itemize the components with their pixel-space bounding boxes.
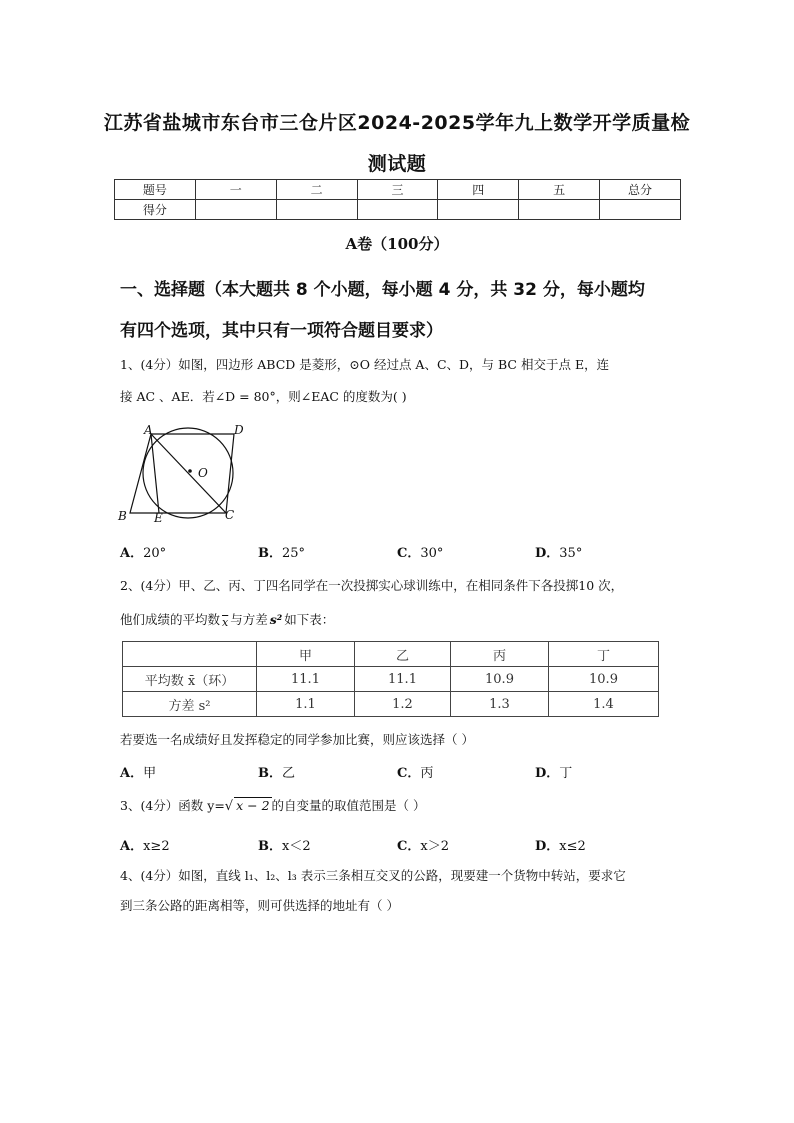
stats-header-cell: 乙 xyxy=(355,642,451,667)
score-table-row xyxy=(115,200,681,220)
option-value: 甲 xyxy=(143,766,157,781)
label-b: B xyxy=(118,509,127,523)
q3-text-part: 3、(4分）函数 y= xyxy=(120,798,225,813)
option-value: x≤2 xyxy=(559,839,586,854)
q1-text-line1: 1、(4分）如图，四边形 ABCD 是菱形，⊙O 经过点 A、C、D，与 BC 相交于点 E，连 xyxy=(120,357,610,372)
label-o: O xyxy=(198,466,208,480)
stats-cell: 1.1 xyxy=(257,692,355,717)
q3-option-a[interactable] xyxy=(120,835,170,854)
option-value: 20° xyxy=(143,546,167,561)
section-a-heading: A卷（100分） xyxy=(345,235,449,253)
stats-row-label: 方差 s² xyxy=(123,692,257,717)
score-cell[interactable] xyxy=(195,200,276,220)
option-letter: D． xyxy=(535,766,560,781)
section1-heading-line1: 一、选择题（本大题共 8 个小题，每小题 4 分，共 32 分，每小题均 xyxy=(120,280,645,300)
stats-header-row xyxy=(123,642,659,667)
score-cell[interactable] xyxy=(600,200,681,220)
option-value: x＞2 xyxy=(420,839,449,854)
score-row-label: 得分 xyxy=(115,200,196,220)
label-c: C xyxy=(225,508,235,522)
score-cell[interactable] xyxy=(438,200,519,220)
sqrt-radicand: x − 2 xyxy=(236,798,270,813)
q3-option-d[interactable] xyxy=(535,835,586,854)
q2-option-c[interactable] xyxy=(397,762,433,781)
label-d: D xyxy=(234,423,244,437)
option-letter: B． xyxy=(258,766,282,781)
stats-header-cell: 丙 xyxy=(451,642,549,667)
stats-cell: 10.9 xyxy=(451,667,549,692)
stats-cell: 1.2 xyxy=(355,692,451,717)
score-header-cell: 总分 xyxy=(600,180,681,200)
stats-header-cell: 丁 xyxy=(549,642,659,667)
option-letter: B． xyxy=(258,839,282,854)
score-table-header-row xyxy=(115,180,681,200)
segment-ac xyxy=(151,434,226,513)
option-value: 30° xyxy=(420,546,444,561)
option-letter: C． xyxy=(397,839,421,854)
option-letter: B． xyxy=(258,546,282,561)
page-title-line1: 江苏省盐城市东台市三仓片区2024-2025学年九上数学开学质量检 xyxy=(103,112,691,134)
score-cell[interactable] xyxy=(276,200,357,220)
q2-text-line1: 2、(4分）甲、乙、丙、丁四名同学在一次投掷实心球训练中，在相同条件下各投掷10 次， xyxy=(120,578,624,593)
stats-cell: 11.1 xyxy=(355,667,451,692)
option-value: 丁 xyxy=(559,766,573,781)
score-header-cell: 五 xyxy=(519,180,600,200)
option-value: x≥2 xyxy=(143,839,170,854)
rhombus-abcd xyxy=(130,434,234,513)
stats-cell: 10.9 xyxy=(549,667,659,692)
option-letter: A． xyxy=(120,839,144,854)
label-a: A xyxy=(144,423,153,437)
center-point xyxy=(188,469,192,473)
q1-figure-rhombus-circle xyxy=(114,421,254,525)
stats-cell: 1.3 xyxy=(451,692,549,717)
mean-symbol: $\overline{x}$ xyxy=(222,616,229,629)
q3-text-part: 的自变量的取值范围是（ ） xyxy=(271,798,426,813)
q1-option-b[interactable] xyxy=(258,542,305,561)
q2-option-b[interactable] xyxy=(258,762,295,781)
stats-header-cell: 甲 xyxy=(257,642,355,667)
q1-option-a[interactable] xyxy=(120,542,166,561)
q2-option-d[interactable] xyxy=(535,762,572,781)
option-value: 35° xyxy=(559,546,583,561)
q3-text-line1 xyxy=(120,796,426,814)
q4-text-line2: 到三条公路的距离相等，则可供选择的地址有（ ） xyxy=(120,898,399,913)
q2-text-line3: 若要选一名成绩好且发挥稳定的同学参加比赛，则应该选择（ ） xyxy=(120,732,474,747)
option-letter: D． xyxy=(535,546,560,561)
table-row xyxy=(123,667,659,692)
q2-text-part: 他们成绩的平均数 xyxy=(120,612,221,627)
score-header-cell: 四 xyxy=(438,180,519,200)
variance-symbol: s² xyxy=(269,612,283,627)
stats-cell: 1.4 xyxy=(549,692,659,717)
option-value: 丙 xyxy=(420,766,434,781)
option-value: 乙 xyxy=(282,766,296,781)
table-row xyxy=(123,692,659,717)
q2-stats-table xyxy=(122,641,659,717)
score-cell[interactable] xyxy=(357,200,438,220)
sqrt-sign: √ xyxy=(224,799,234,814)
score-header-cell: 三 xyxy=(357,180,438,200)
q1-option-d[interactable] xyxy=(535,542,582,561)
q3-option-c[interactable] xyxy=(397,835,449,854)
q1-text-line2: 接 AC 、AE．若∠D = 80°，则∠EAC 的度数为( ) xyxy=(120,389,407,404)
score-cell[interactable] xyxy=(519,200,600,220)
q1-option-c[interactable] xyxy=(397,542,443,561)
option-letter: C． xyxy=(397,766,421,781)
option-letter: C． xyxy=(397,546,421,561)
q2-text-line2 xyxy=(120,610,334,629)
score-header-cell: 一 xyxy=(195,180,276,200)
stats-cell: 11.1 xyxy=(257,667,355,692)
q2-text-part: 与方差 xyxy=(230,612,268,627)
score-header-cell: 二 xyxy=(276,180,357,200)
option-letter: D． xyxy=(535,839,560,854)
q2-text-part: 如下表： xyxy=(284,612,335,627)
section1-heading-line2: 有四个选项，其中只有一项符合题目要求） xyxy=(120,321,443,341)
q3-option-b[interactable] xyxy=(258,835,311,854)
option-value: x＜2 xyxy=(282,839,311,854)
label-e: E xyxy=(154,511,163,525)
q2-option-a[interactable] xyxy=(120,762,156,781)
score-table xyxy=(114,179,681,220)
option-value: 25° xyxy=(282,546,306,561)
stats-header-cell xyxy=(123,642,257,667)
option-letter: A． xyxy=(120,766,144,781)
page-title-line2: 测试题 xyxy=(367,153,427,175)
score-header-cell: 题号 xyxy=(115,180,196,200)
q4-text-line1: 4、(4分）如图，直线 l₁、l₂、l₃ 表示三条相互交叉的公路，现要建一个货物中转站，要求它 xyxy=(120,868,626,883)
option-letter: A． xyxy=(120,546,144,561)
stats-row-label: 平均数 x̄（环） xyxy=(123,667,257,692)
